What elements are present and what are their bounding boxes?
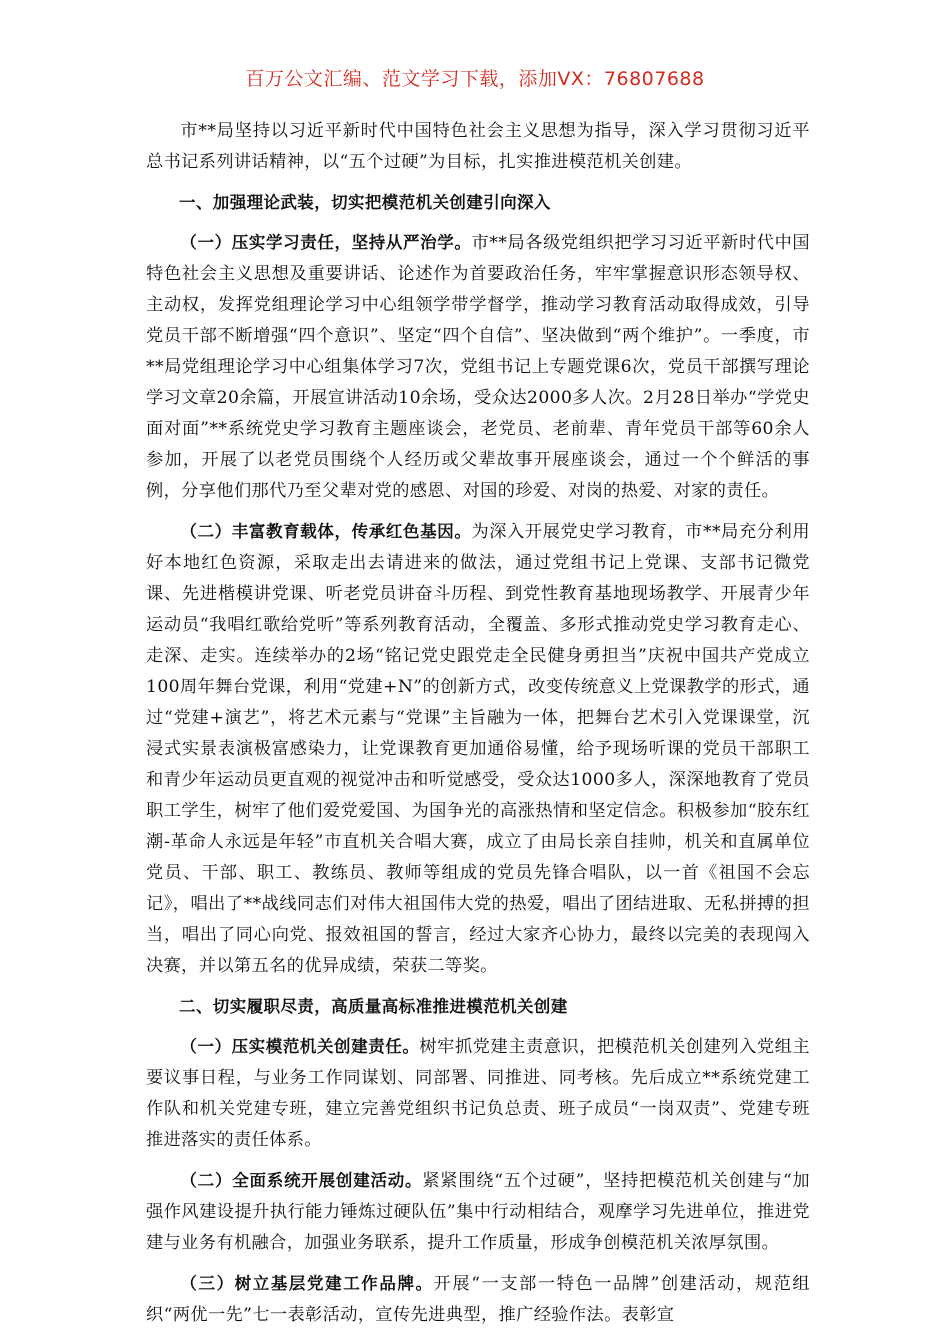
section1-paragraph-2: [146, 516, 810, 982]
header-banner: 百万公文汇编、范文学习下载，添加VX：76807688: [245, 68, 705, 90]
section2-paragraph-2: [146, 1165, 810, 1259]
section2-heading: 二、切实履职尽责，高质量高标准推进模范机关创建: [179, 997, 568, 1016]
section1-p1-text: 市**局各级党组织把学习习近平新时代中国特色社会主义思想及重要讲话、论述作为首要政治任务，牢牢掌握意识形态领导权、主动权，发挥党组理论学习中心组领学带学督学，推动学习教育活动取得成效，引导党员干部不断增强“四个意识”、坚定“四个自信”、坚决做到“两个维护”。一季度，市**局党组理论学习中心组集体学习7次，党组书记上专题党课6次，党员干部撰写理论学习文章20余篇，开展宣讲活动10余场，受众达2000多人次。2月28日举办“学党史面对面”**系统党史学习教育主题座谈会，老党员、老前辈、青年党员干部等60余人参加，开展了以老党员围绕个人经历或父辈故事开展座谈会，通过一个个鲜活的事例，分享他们那代乃至父辈对党的感恩、对国的珍爱、对岗的热爱、对家的责任。: [146, 233, 810, 501]
section2-paragraph-1: [146, 1031, 810, 1156]
section2-p1-text: 树牢抓党建主责意识，把模范机关创建列入党组主要议事日程，与业务工作同谋划、同部署、同推进、同考核。先后成立**系统党建工作队和机关党建专班，建立完善党组织书记负总责、班子成员“一岗双责”、党建专班推进落实的责任体系。: [146, 1037, 810, 1150]
section2-paragraph-3: [146, 1268, 810, 1331]
section1-p1-lead: （一）压实学习责任，坚持从严治学。: [180, 233, 472, 252]
section2-p3-lead: （三）树立基层党建工作品牌。: [180, 1274, 434, 1293]
intro-paragraph: 市**局坚持以习近平新时代中国特色社会主义思想为指导，深入学习贯彻习近平总书记系列讲话精神，以“五个过硬”为目标，扎实推进模范机关创建。: [146, 121, 810, 172]
document-body: [146, 116, 810, 1340]
section2-p2-text: 紧紧围绕“五个过硬”，坚持把模范机关创建与“加强作风建设提升执行能力锤炼过硬队伍”集中行动相结合，观摩学习先进单位，推进党建与业务有机融合，加强业务联系，提升工作质量，形成争创模范机关浓厚氛围。: [146, 1171, 811, 1253]
section2-p2-lead: （二）全面系统开展创建活动。: [180, 1171, 423, 1190]
section2-p3-text: 开展“一支部一特色一品牌”创建活动，规范组织“两优一先”七一表彰活动，宣传先进典型，推广经验作法。表彰宣: [146, 1274, 810, 1325]
section1-paragraph-1: [146, 227, 810, 507]
section1-heading: 一、加强理论武装，切实把模范机关创建引向深入: [179, 193, 551, 212]
section1-p2-lead: （二）丰富教育载体，传承红色基因。: [180, 522, 472, 541]
section2-p1-lead: （一）压实模范机关创建责任。: [180, 1037, 420, 1056]
section1-p2-text: 为深入开展党史学习教育，市**局充分利用好本地红色资源，采取走出去请进来的做法，通过党组书记上党课、支部书记微党课、先进楷模讲党课、听老党员讲奋斗历程、到党性教育基地现场教学、开展青少年运动员“我唱红歌给党听”等系列教育活动，全覆盖、多形式推动党史学习教育走心、走深、走实。连续举办的2场“铭记党史跟党走全民健身勇担当”庆祝中国共产党成立100周年舞台党课，利用“党建+N”的创新方式，改变传统意义上党课教学的形式，通过“党建+演艺”，将艺术元素与“党课”主旨融为一体，把舞台艺术引入党课课堂，沉浸式实景表演极富感染力，让党课教育更加通俗易懂，给予现场听课的党员干部职工和青少年运动员更直观的视觉冲击和听觉感受，受众达1000多人，深深地教育了党员职工学生，树牢了他们爱党爱国、为国争光的高涨热情和坚定信念。积极参加“胶东红潮-革命人永远是年轻”市直机关合唱大赛，成立了由局长亲自挂帅，机关和直属单位党员、干部、职工、教练员、教师等组成的党员先锋合唱队，以一首《祖国不会忘记》，唱出了**战线同志们对伟大祖国伟大党的热爱，唱出了团结进取、无私拼搏的担当，唱出了同心向党、报效祖国的誓言，经过大家齐心协力，最终以完美的表现闯入决赛，并以第五名的优异成绩，荣获二等奖。: [146, 522, 810, 976]
